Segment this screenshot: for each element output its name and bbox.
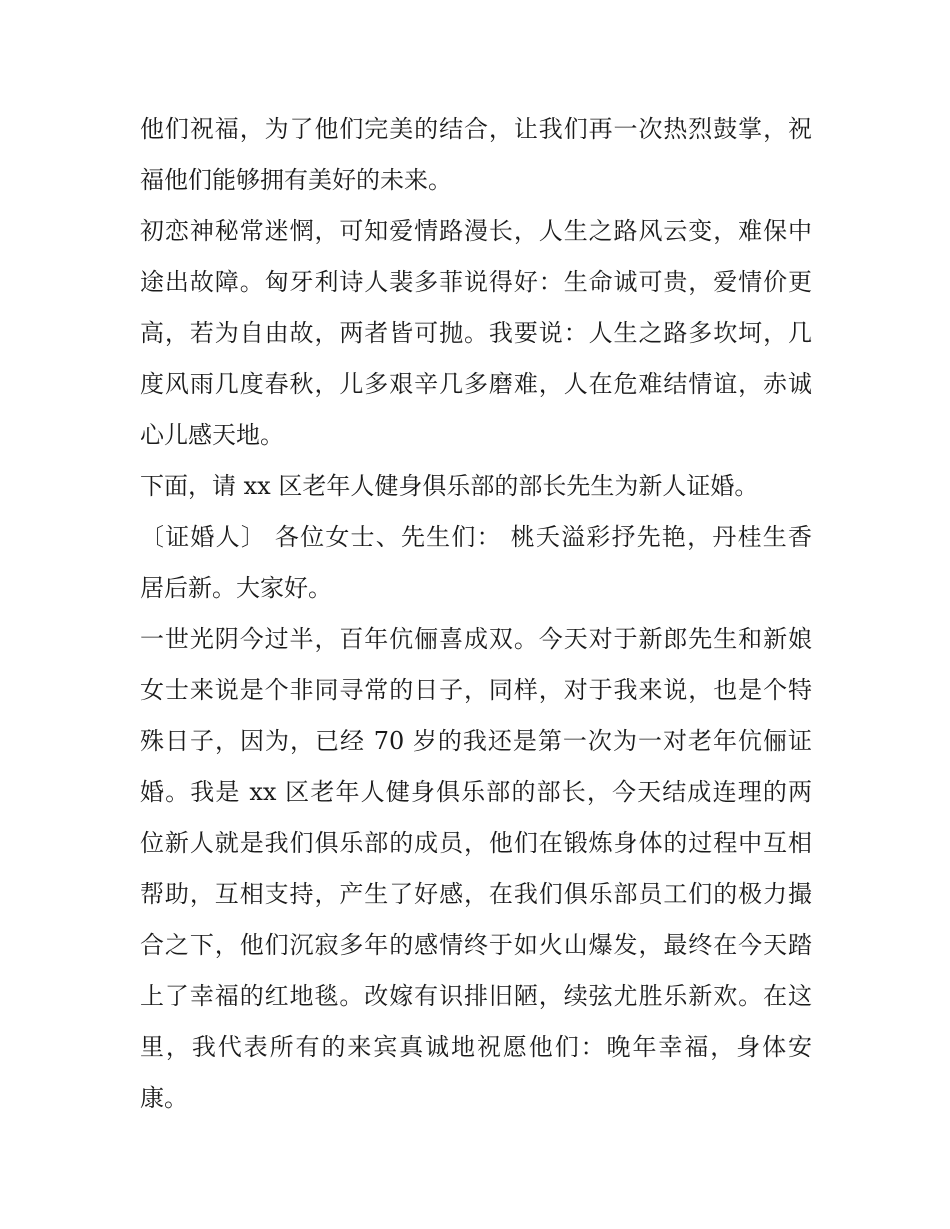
text-line: 位新人就是我们俱乐部的成员，他们在锻炼身体的过程中互相 <box>140 829 812 857</box>
text-line: 福他们能够拥有美好的未来。 <box>140 166 452 194</box>
text-line: 心儿感天地。 <box>140 421 284 449</box>
text-line: 女士来说是个非同寻常的日子，同样，对于我来说，也是个特 <box>140 676 812 704</box>
text-line: 途出故障。匈牙利诗人裴多菲说得好：生命诚可贵，爱情价更 <box>140 268 812 296</box>
text-line: 婚。我是 xx 区老年人健身俱乐部的部长，今天结成连理的两 <box>140 778 812 806</box>
text-line: 高，若为自由故，两者皆可抛。我要说：人生之路多坎坷，几 <box>140 319 812 347</box>
text-line: 初恋神秘常迷惘，可知爱情路漫长，人生之路风云变，难保中 <box>140 217 812 245</box>
text-line: 帮助，互相支持，产生了好感，在我们俱乐部员工们的极力撮 <box>140 880 812 908</box>
text-line: 下面，请 xx 区老年人健身俱乐部的部长先生为新人证婚。 <box>140 472 759 500</box>
text-line: 〔证婚人〕 各位女士、先生们： 桃夭溢彩抒先艳，丹桂生香 <box>140 523 812 551</box>
text-line: 里，我代表所有的来宾真诚地祝愿他们：晚年幸福，身体安 <box>140 1033 812 1061</box>
text-line: 居后新。大家好。 <box>140 574 332 602</box>
paragraph <box>140 512 812 614</box>
text-line: 他们祝福，为了他们完美的结合，让我们再一次热烈鼓掌，祝 <box>140 115 812 143</box>
paragraph <box>140 206 812 461</box>
paragraph <box>140 104 812 206</box>
text-line: 合之下，他们沉寂多年的感情终于如火山爆发，最终在今天踏 <box>140 931 812 959</box>
text-line: 康。 <box>140 1084 188 1112</box>
paragraph <box>140 461 812 512</box>
text-line: 一世光阴今过半，百年伉俪喜成双。今天对于新郎先生和新娘 <box>140 625 812 653</box>
text-line: 殊日子，因为，已经 70 岁的我还是第一次为一对老年伉俪证 <box>140 727 812 755</box>
paragraph <box>140 614 812 1124</box>
document-body <box>140 104 812 1124</box>
text-line: 度风雨几度春秋，儿多艰辛几多磨难，人在危难结情谊，赤诚 <box>140 370 812 398</box>
text-line: 上了幸福的红地毯。改嫁有识排旧陋，续弦尤胜乐新欢。在这 <box>140 982 812 1010</box>
